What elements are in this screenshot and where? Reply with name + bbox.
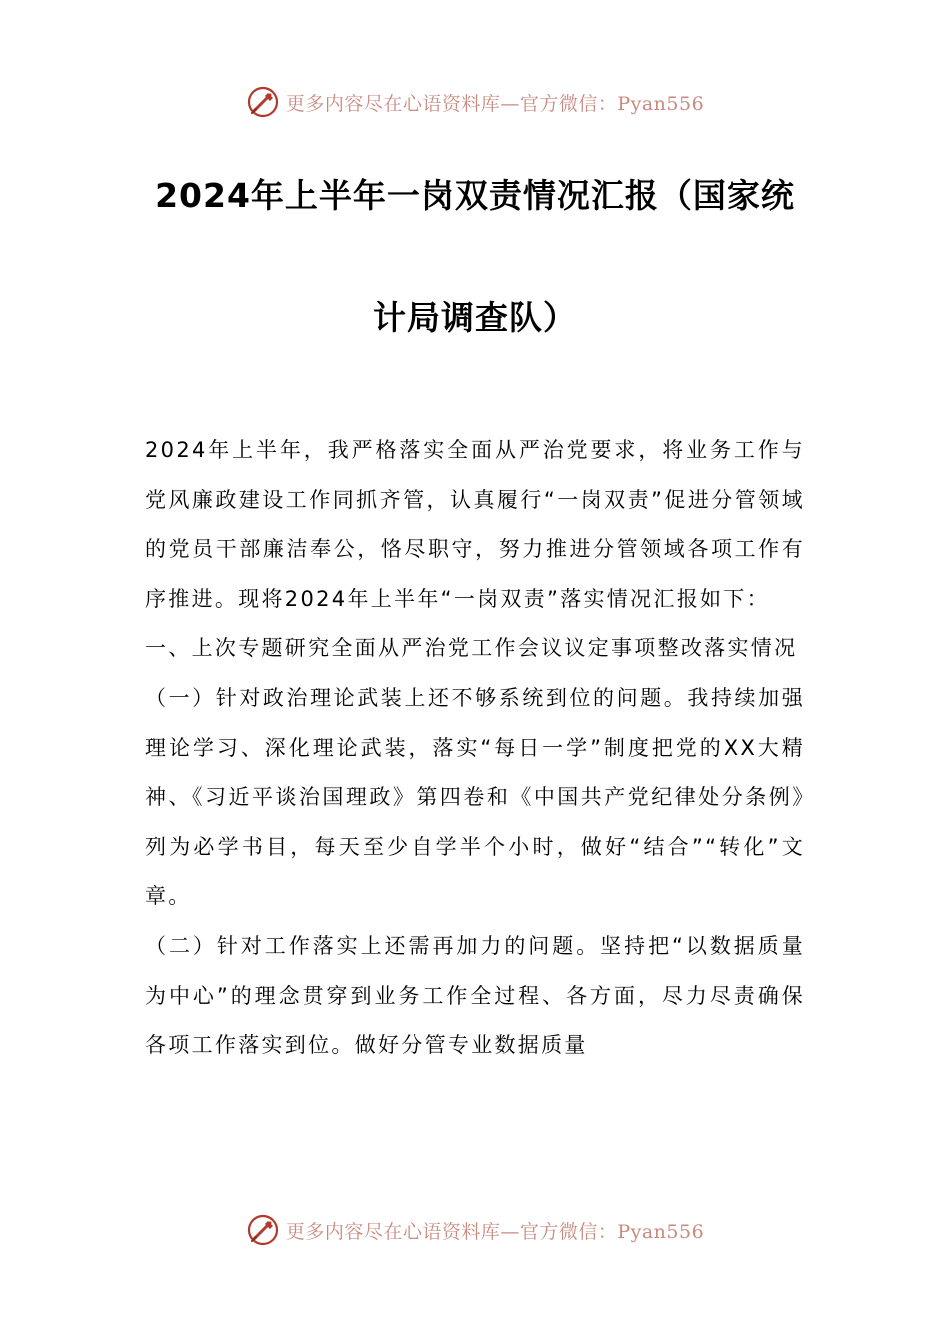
paragraph-intro: 2024年上半年，我严格落实全面从严治党要求，将业务工作与党风廉政建设工作同抓齐管，认真履行“一岗双责”促进分管领域的党员干部廉洁奉公，恪尽职守，努力推进分管领域各项工作有序推进。现将2024年上半年“一岗双责”落实情况汇报如下： bbox=[145, 438, 805, 611]
document-title-line-2: 计局调查队） bbox=[373, 298, 577, 337]
document-title-line-1: 2024年上半年一岗双责情况汇报（国家统 bbox=[155, 176, 795, 215]
paragraph-item-1: （一）针对政治理论武装上还不够系统到位的问题。我持续加强理论学习、深化理论武装，落实“每日一学”制度把党的XX大精神、《习近平谈治国理政》第四卷和《中国共产党纪律处分条例》列为必学书目，每天至少自学半个小时，做好“结合”“转化”文章。 bbox=[145, 685, 805, 909]
pen-circle-logo-icon bbox=[246, 85, 280, 119]
pen-circle-logo-icon bbox=[246, 1213, 280, 1247]
section-heading-1: 一、上次专题研究全面从严治党工作会议议定事项整改落实情况 bbox=[145, 636, 798, 661]
watermark-text: 更多内容尽在心语资料库—官方微信：Pyan556 bbox=[285, 92, 705, 115]
header-watermark bbox=[0, 84, 950, 120]
footer-watermark bbox=[0, 1212, 950, 1248]
document-body bbox=[145, 426, 805, 1071]
watermark-text: 更多内容尽在心语资料库—官方微信：Pyan556 bbox=[285, 1220, 705, 1243]
paragraph-item-2: （二）针对工作落实上还需再加力的问题。坚持把“以数据质量为中心”的理念贯穿到业务工作全过程、各方面，尽力尽责确保各项工作落实到位。做好分管专业数据质量 bbox=[145, 933, 805, 1058]
